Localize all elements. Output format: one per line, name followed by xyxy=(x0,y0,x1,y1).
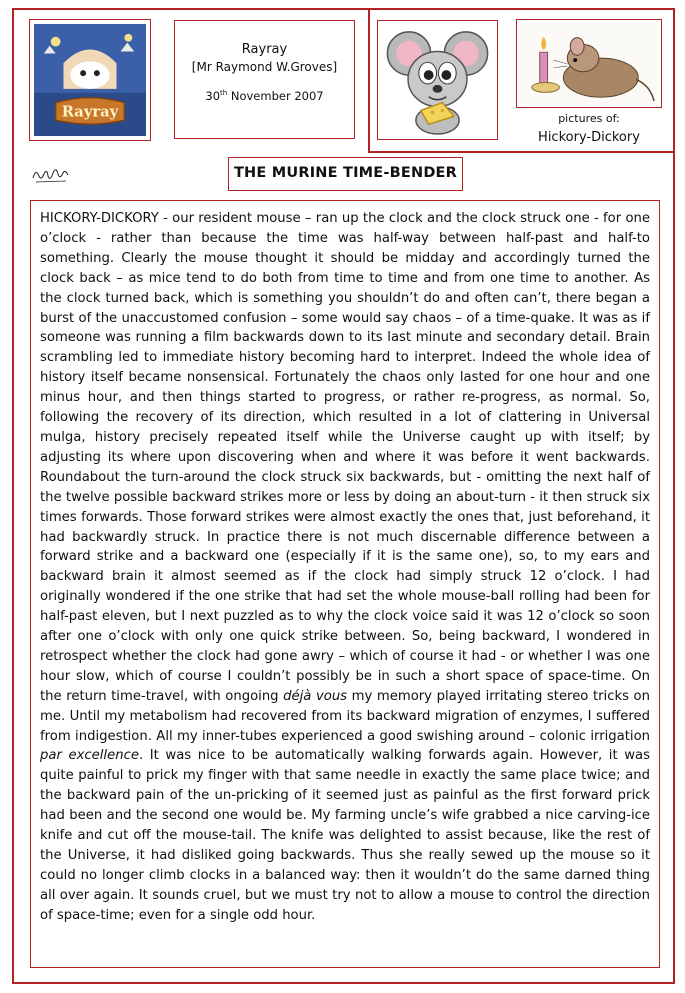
article-text-part-2: my memory played irritating stereo tricks on me. Until my metabolism had recovered from its backward migration of enzymes, I suffered from indigestion. All my inner-tubes experienced a good swishing around – colonic irrigation xyxy=(40,688,650,744)
article-text-part-3: . It was nice to be automatically walking forwards again. However, it was quite painful to prick my finger with that same needle in exactly the same place twice; and the backward pain of the un-pricking of it seemed just as painful as the first forward prick had been and the second one would be. My farming uncle’s wife grabbed a nice carving-ice knife and cut off the mouse-tail. The knife was delighted to assist because, like the rest of the Universe, it had disliked going backwards. Thus she really sewed up the mouse so it could no longer climb clocks in a balanced way: then it wouldn’t do the same darned thing all over again. It sounds cruel, but we must try not to allow a mouse to control the direction of space-time; even for a single odd hour. xyxy=(40,748,650,923)
header-divider-horizontal xyxy=(368,151,675,153)
mouse-candle-icon xyxy=(520,23,658,104)
cartoon-mouse-icon xyxy=(381,24,494,136)
article-body xyxy=(30,200,660,968)
author-card xyxy=(174,20,355,139)
pictures-caption-subject: Hickory-Dickory xyxy=(538,129,640,145)
article-title: THE MURINE TIME-BENDER xyxy=(228,157,463,191)
mouse-picture-1 xyxy=(377,20,498,140)
pictures-caption-label: pictures of: xyxy=(558,112,620,125)
author-name: Rayray xyxy=(241,42,288,57)
signature xyxy=(30,160,72,188)
signature-icon xyxy=(30,160,72,188)
article-text-part-1: HICKORY-DICKORY - our resident mouse – ran up the clock and the clock struck one - for one o’clock - rather than because the time was half-way between half-past and half-to something. Clearly the mouse thought it should be midday and accordingly turned the clock back – as mice tend to do both from time to time and from one time to another. As the clock turned back, which is something you shouldn’t do and often can’t, there began a burst of the unaccustomed confusion – some would say chaos – of a time-quake. It was as if someone was running a film backwards down to its last minute and secondary detail. Brain scrambling led to immediate history becoming hard to interpret. Indeed the whole idea of history itself became nonsensical. Fortunately the chaos only lasted for one hour and one minus hour, and then things started to progress, or rather re-progress, as normal. So, following the recovery of its direction, which resulted in a lot of clattering in Universal mulga, history precisely repeated itself while the Universe caught up with itself; by adjusting its where upon discovering when and where it was before it went backwards. Roundabout the turn-around the clock struck six backwards, but - omitting the next half of the twelve possible backward strikes more or less by doing an about-turn - it then struck six times forwards. Those forward strikes were almost exactly the ones that, just beforehand, it had backwardly struck. In practice there is not much discernable difference between a forward strike and a backward one (especially if it is the same one), so, to my ears and backward brain it almost seemed as if the clock had simply struck 12 o’clock. I had originally wondered if the one strike that had set the whole mouse-ball rolling had been for half-past eleven, but I next puzzled as to why the clock voice said it was 12 o’clock so soon after one o’clock with only one quick strike between. So, being backward, I wondered in retrospect whether the clock had gone awry – which of course it had - or whether I was one hour slow, which of course I couldn’t possibly be in such a short space of space-time. On the return time-travel, with ongoing xyxy=(40,211,650,704)
mouse-picture-2 xyxy=(516,19,662,108)
author-full-name: [Mr Raymond W.Groves] xyxy=(191,59,338,74)
publication-date: 30th November 2007 xyxy=(205,88,324,103)
logo-text: Rayray xyxy=(61,103,119,121)
rayray-logo xyxy=(29,19,151,141)
article-italic-deja-vous: déjà vous xyxy=(283,688,348,704)
header-divider-vertical xyxy=(368,8,370,151)
pictures-caption xyxy=(516,112,662,146)
article-italic-par-excellence: par excellence xyxy=(40,748,139,764)
rayray-logo-icon xyxy=(34,24,146,136)
